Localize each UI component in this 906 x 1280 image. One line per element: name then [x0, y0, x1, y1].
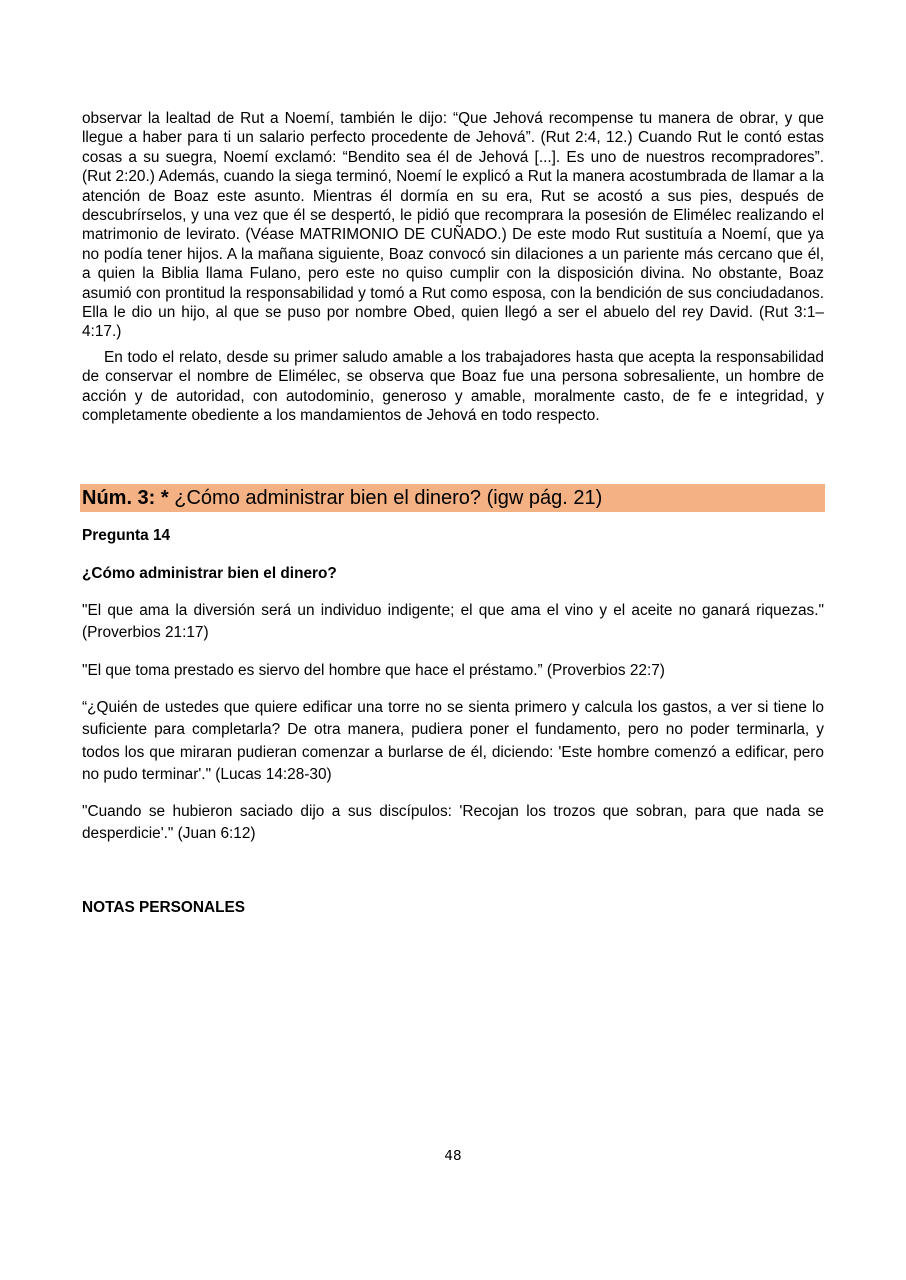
- question-text: ¿Cómo administrar bien el dinero?: [82, 565, 337, 582]
- quote-luke-14-28: “¿Quién de ustedes que quiere edificar una torre no se sienta primero y calcula los gastos, a ver si tiene lo suficiente para completarla? De otra manera, pudiera poner el fundamento, pero no poder terminarla, y todos los que miraran pudieran comenzar a burlarse de él, diciendo: 'Este hombre comenzó a edificar, pero no pudo terminar'." (Lucas 14:28-30): [82, 699, 824, 784]
- paragraph-ruth-story: observar la lealtad de Rut a Noemí, también le dijo: “Que Jehová recompense tu manera de obrar, y que llegue a haber para ti un salario perfecto procedente de Jehová”. (Rut 2:4, 12.) Cuando Rut le contó estas cosas a su suegra, Noemí exclamó: “Bendito sea él de Jehová [...]. Es uno de nuestros recompradores”. (Rut 2:20.) Además, cuando la siega terminó, Noemí le explicó a Rut la manera acostumbrada de llamar a la atención de Boaz este asunto. Mientras él dormía en su era, Rut se acostó a sus pies, después de descubrírselos, y una vez que él se despertó, le pidió que recomprara la posesión de Elimélec realizando el matrimonio de levirato. (Véase MATRIMONIO DE CUÑADO.) De este modo Rut sustituía a Noemí, que ya no podía tener hijos. A la mañana siguiente, Boaz convocó sin dilaciones a un pariente más cercano que él, a quien la Biblia llama Fulano, pero este no quiso cumplir con la disposición divina. No obstante, Boaz asumió con prontitud la responsabilidad y tomó a Rut como esposa, con la bendición de sus conciudadanos. Ella le dio un hijo, al que se puso por nombre Obed, quien llegó a ser el abuelo del rey David. (Rut 3:1–4:17.): [82, 110, 824, 341]
- notes-heading: NOTAS PERSONALES: [82, 899, 246, 916]
- question-label: Pregunta 14: [82, 527, 171, 544]
- section-number: Núm. 3: *: [82, 487, 169, 509]
- section-header: [80, 484, 825, 512]
- section-title: ¿Cómo administrar bien el dinero? (igw pág. 21): [174, 487, 603, 509]
- quote-proverbs-22-7: "El que toma prestado es siervo del hombre que hace el préstamo.” (Proverbios 22:7): [82, 662, 665, 679]
- body-text: [82, 109, 824, 426]
- page-number: 48: [444, 1148, 462, 1164]
- paragraph-boaz-summary: En todo el relato, desde su primer saludo amable a los trabajadores hasta que acepta la responsabilidad de conservar el nombre de Elimélec, se observa que Boaz fue una persona sobresaliente, un hombre de acción y de autoridad, con autodominio, generoso y amable, moralmente casto, de fe e integridad, y completamente obediente a los mandamientos de Jehová en todo respecto.: [82, 348, 824, 425]
- quote-john-6-12: "Cuando se hubieron saciado dijo a sus discípulos: 'Recojan los trozos que sobran, para que nada se desperdicie'." (Juan 6:12): [82, 803, 824, 843]
- quote-proverbs-21-17: "El que ama la diversión será un individuo indigente; el que ama el vino y el aceite no ganará riquezas." (Proverbios 21:17): [82, 602, 824, 642]
